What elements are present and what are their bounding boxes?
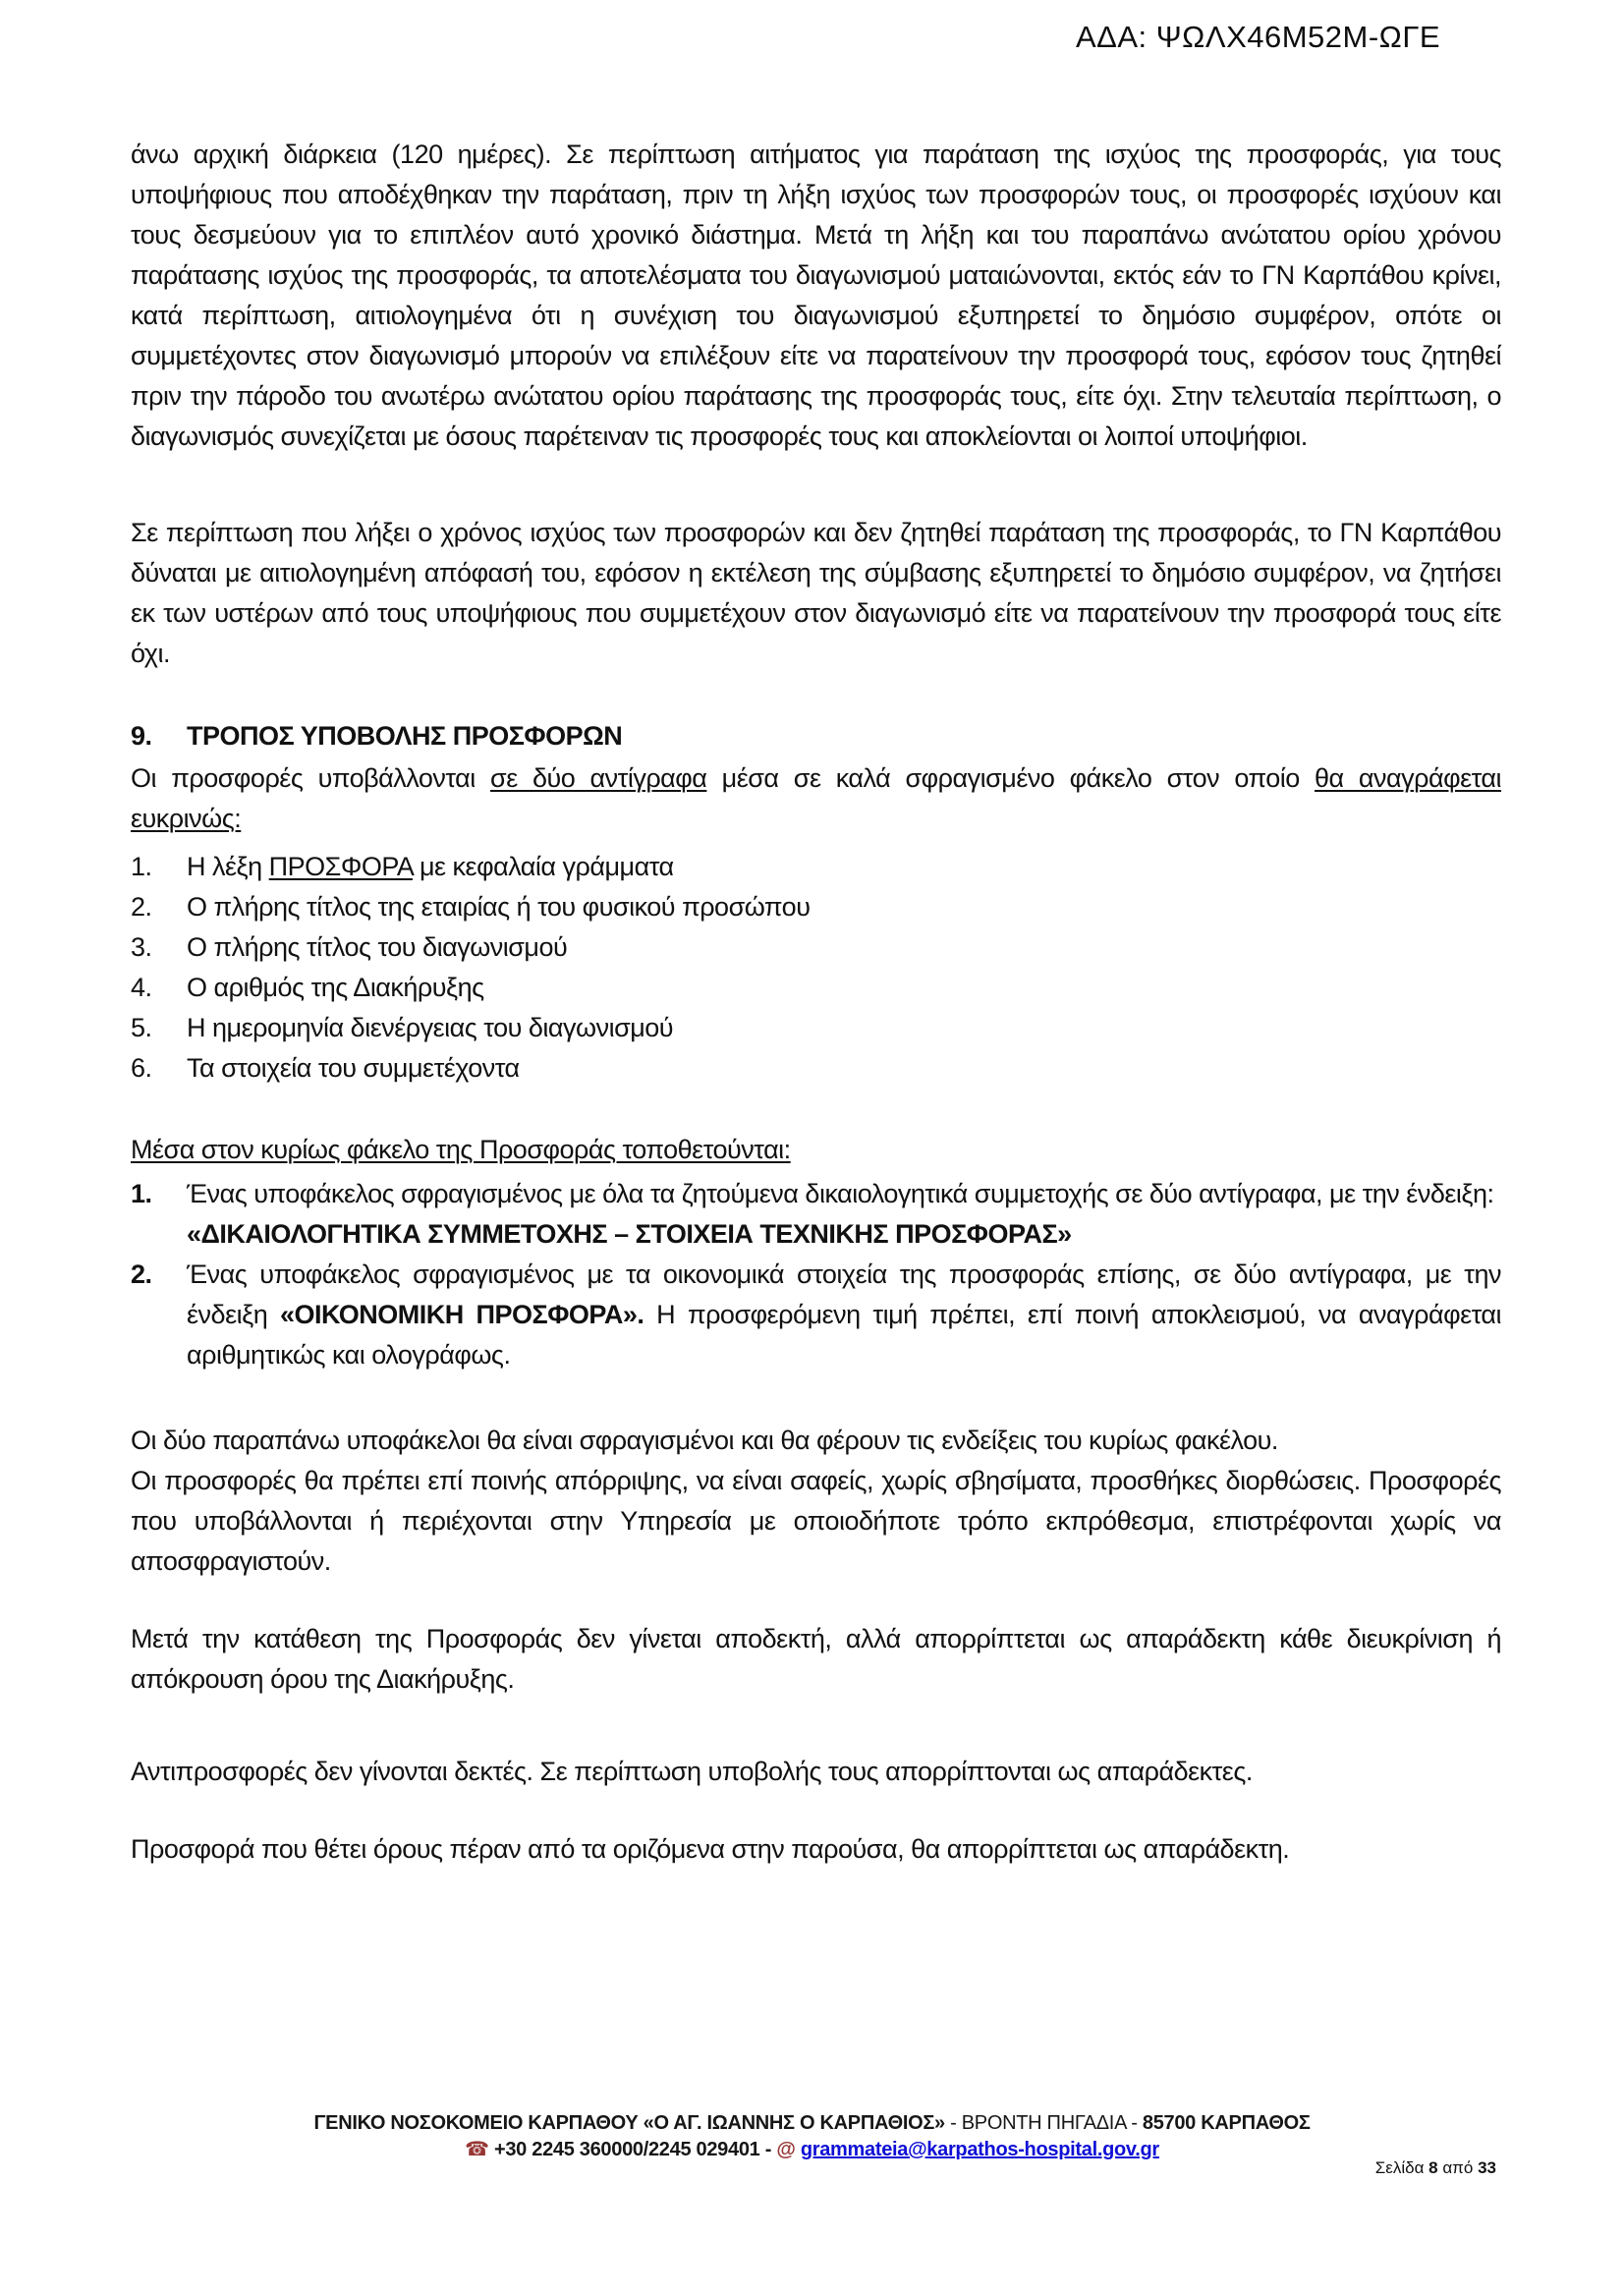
list-item: 3. Ο πλήρης τίτλος του διαγωνισμού — [131, 932, 568, 962]
hospital-footer-line1: ΓΕΝΙΚΟ ΝΟΣΟΚΟΜΕΙΟ ΚΑΡΠΑΘΟΥ «Ο ΑΓ. ΙΩΑΝΝΗΣ Ο ΚΑΡΠΑΘΙΟΣ» - ΒΡΟΝΤΗ ΠΗΓΑΔΙΑ - 85700 ΚΑΡΠΑΘΟΣ — [313, 2112, 1311, 2134]
list-item: 1. Η λέξη ΠΡΟΣΦΟΡΑ με κεφαλαία γράμματα — [131, 852, 674, 881]
list-item: 5. Η ημερομηνία διενέργειας του διαγωνισμού — [131, 1013, 674, 1042]
page-number: Σελίδα 8 από 33 — [1374, 2158, 1496, 2177]
underlined-prosfora: ΠΡΟΣΦΟΡΑ — [268, 852, 413, 881]
hospital-postal: 85700 ΚΑΡΠΑΘΟΣ — [1142, 2112, 1311, 2134]
document-body — [131, 135, 1501, 1870]
list-item: 4. Ο αριθμός της Διακήρυξης — [131, 973, 484, 1002]
underlined-marked-clearly: θα αναγράφεται ευκρινώς: — [131, 763, 1502, 833]
envelope-label-list — [131, 847, 1501, 1089]
section-9-heading — [131, 716, 1501, 756]
list-item: 6. Τα στοιχεία του συμμετέχοντα — [131, 1053, 520, 1083]
ada-code: ΑΔΑ: ΨΩΛΧ46Μ52Μ-ΩΓΕ — [1076, 20, 1441, 54]
hospital-footer — [0, 2110, 1624, 2163]
inner-envelope-list — [131, 1174, 1501, 1375]
email-link[interactable]: grammateia@karpathos-hospital.gov.gr — [800, 2139, 1159, 2160]
paragraph-extra-terms: Προσφορά που θέτει όρους πέραν από τα οριζόμενα στην παρούσα, θα απορρίπτεται ως απαράδεκτη. — [131, 1834, 1290, 1864]
subenvelope-label-justification: «ΔΙΚΑΙΟΛΟΓΗΤΙΚΑ ΣΥΜΜΕΤΟΧΗΣ – ΣΤΟΙΧΕΙΑ ΤΕΧΝΙΚΗΣ ΠΡΟΣΦΟΡΑΣ» — [187, 1219, 1072, 1249]
list-item: 1. Ένας υποφάκελος σφραγισμένος με όλα τα ζητούμενα δικαιολογητικά συμμετοχής σε δύο αντίγραφα, με την ένδειξη: «ΔΙΚΑΙΟΛΟΓΗΤΙΚΑ ΣΥΜΜΕΤΟΧΗΣ – ΣΤΟΙΧΕΙΑ ΤΕΧΝΙΚΗΣ ΠΡΟΣΦΟΡΑΣ» — [131, 1179, 1494, 1249]
paragraph-after-submission: Μετά την κατάθεση της Προσφοράς δεν γίνεται αποδεκτή, αλλά απορρίπτεται ως απαράδεκτη κάθε διευκρίνιση ή απόκρουση όρου της Διακήρυξης. — [131, 1624, 1501, 1694]
underlined-two-copies: σε δύο αντίγραφα — [490, 763, 707, 793]
page-total: 33 — [1478, 2158, 1496, 2177]
paragraph-offer-expiry: Σε περίπτωση που λήξει ο χρόνος ισχύος των προσφορών και δεν ζητηθεί παράταση της προσφοράς, το ΓΝ Καρπάθου δύναται με αιτιολογημένη απόφασή του, εφόσον η εκτέλεση της σύμβασης εξυπηρετεί το δημόσιο συμφέρον, να ζητήσει εκ των υστέρων από τους υποψήφιους που συμμετέχουν στον διαγωνισμό είτε να παρατείνουν την προσφορά τους είτε όχι. — [131, 518, 1501, 668]
phone-number: +30 2245 360000/2245 029401 - — [488, 2139, 777, 2160]
paragraph-offers-clear: Οι προσφορές θα πρέπει επί ποινής απόρριψης, να είναι σαφείς, χωρίς σβησίματα, προσθήκες διορθώσεις. Προσφορές που υποβάλλονται ή περιέχονται στην Υπηρεσία με οποιοδήποτε τρόπο εκπρόθεσμα, επιστρέφονται χωρίς να αποσφραγιστούν. — [131, 1466, 1501, 1576]
at-icon: @ — [776, 2139, 796, 2160]
inner-envelope-heading: Μέσα στον κυρίως φάκελο της Προσφοράς τοποθετούνται: — [131, 1135, 791, 1164]
page-current: 8 — [1428, 2158, 1438, 2177]
list-item: 2. Ο πλήρης τίτλος της εταιρίας ή του φυσικού προσώπου — [131, 892, 811, 922]
paragraph-offer-validity: άνω αρχική διάρκεια (120 ημέρες). Σε περίπτωση αιτήματος για παράταση της ισχύος της προσφοράς, για τους υποψήφιους που αποδέχθηκαν την παράταση, πριν τη λήξη ισχύος των προσφορών τους, οι προσφορές ισχύουν και τους δεσμεύουν για το επιπλέον αυτό χρονικό διάστημα. Μετά τη λήξη και του παραπάνω ανώτατου ορίου χρόνου παράτασης ισχύος της προσφοράς, τα αποτελέσματα του διαγωνισμού ματαιώνονται, εκτός εάν το ΓΝ Καρπάθου κρίνει, κατά περίπτωση, αιτιολογημένα ότι η συνέχιση του διαγωνισμού εξυπηρετεί το δημόσιο συμφέρον, οπότε οι συμμετέχοντες στον διαγωνισμό μπορούν να επιλέξουν είτε να παρατείνουν την προσφορά τους, εφόσον τους ζητηθεί πριν την πάροδο του ανωτέρω ανώτατου ορίου παράτασης της προσφοράς τους, είτε όχι. Στην τελευταία περίπτωση, ο διαγωνισμός συνεχίζεται με όσους παρέτειναν τις προσφορές τους και αποκλείονται οι λοιποί υποψήφιοι. — [131, 140, 1501, 451]
section-9-title: ΤΡΟΠΟΣ ΥΠΟΒΟΛΗΣ ΠΡΟΣΦΟΡΩΝ — [187, 721, 623, 751]
paragraph-counteroffers: Αντιπροσφορές δεν γίνονται δεκτές. Σε περίπτωση υποβολής τους απορρίπτονται ως απαράδεκτες. — [131, 1757, 1253, 1786]
section-9-intro: Οι προσφορές υποβάλλονται σε δύο αντίγραφα μέσα σε καλά σφραγισμένο φάκελο στον οποίο θα αναγράφεται ευκρινώς: — [131, 763, 1502, 833]
hospital-name: ΓΕΝΙΚΟ ΝΟΣΟΚΟΜΕΙΟ ΚΑΡΠΑΘΟΥ «Ο ΑΓ. ΙΩΑΝΝΗΣ Ο ΚΑΡΠΑΘΙΟΣ» — [313, 2112, 945, 2134]
section-9-number: 9. — [131, 721, 152, 751]
subenvelope-label-financial: «ΟΙΚΟΝΟΜΙΚΗ ΠΡΟΣΦΟΡΑ». — [279, 1300, 644, 1329]
phone-icon: ☎ — [465, 2139, 489, 2160]
list-item: 2. Ένας υποφάκελος σφραγισμένος με τα οικονομικά στοιχεία της προσφοράς επίσης, σε δύο αντίγραφα, με την ένδειξη «ΟΙΚΟΝΟΜΙΚΗ ΠΡΟΣΦΟΡΑ». Η προσφερόμενη τιμή πρέπει, επί ποινή αποκλεισμού, να αναγράφεται αριθμητικώς και ολογράφως. — [131, 1259, 1502, 1370]
paragraph-subenvelopes-sealed: Οι δύο παραπάνω υποφάκελοι θα είναι σφραγισμένοι και θα φέρουν τις ενδείξεις του κυρίως φακέλου. — [131, 1426, 1278, 1455]
hospital-location: ΒΡΟΝΤΗ ΠΗΓΑΔΙΑ — [961, 2112, 1127, 2134]
